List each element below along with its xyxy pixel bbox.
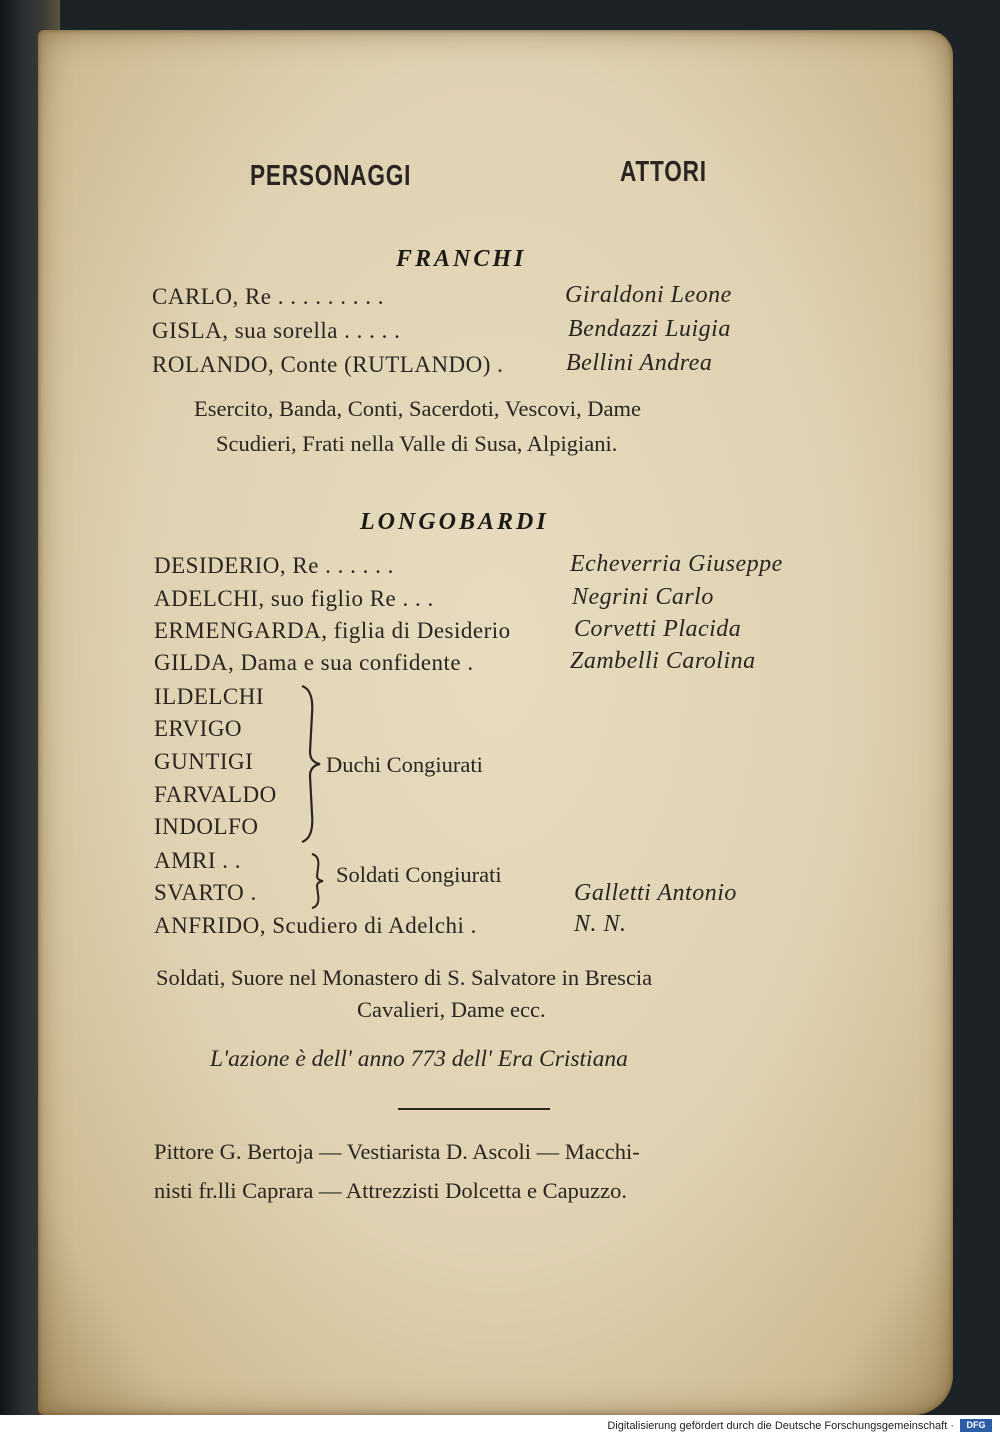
actor-rolando: Bellini Andrea	[566, 350, 713, 376]
role-adelchi: ADELCHI, suo figlio Re . . .	[154, 586, 434, 611]
role-carlo: CARLO, Re . . . . . . . . .	[152, 284, 384, 309]
role-desiderio: DESIDERIO, Re . . . . . .	[154, 553, 394, 578]
role-svarto: SVARTO .	[154, 880, 257, 905]
actor-gilda: Zambelli Carolina	[570, 648, 756, 674]
role-ildelchi: ILDELCHI	[154, 684, 265, 709]
role-gilda: GILDA, Dama e sua confidente .	[154, 650, 474, 675]
role-indolfo: INDOLFO	[154, 814, 259, 839]
footer-bar	[0, 1415, 1000, 1435]
role-rolando: ROLANDO, Conte (RUTLANDO) .	[152, 352, 504, 377]
actor-gisla: Bendazzi Luigia	[568, 316, 731, 342]
credits-line2: nisti fr.lli Caprara — Attrezzisti Dolcetta e Capuzzo.	[154, 1178, 627, 1203]
actor-ermengarda: Corvetti Placida	[574, 616, 742, 642]
duchi-brace	[298, 684, 324, 844]
actor-desiderio: Echeverria Giuseppe	[570, 551, 783, 577]
role-ermengarda: ERMENGARDA, figlia di Desiderio	[154, 618, 511, 643]
role-amri: AMRI . .	[154, 848, 242, 873]
role-anfrido: ANFRIDO, Scudiero di Adelchi .	[154, 913, 477, 938]
setting-line: L'azione è dell' anno 773 dell' Era Cristiana	[210, 1046, 628, 1072]
actor-carlo: Giraldoni Leone	[565, 282, 732, 308]
longobardi-extras-line1: Soldati, Suore nel Monastero di S. Salvatore in Brescia	[156, 965, 653, 990]
section-franchi-heading: FRANCHI	[396, 246, 527, 272]
actor-anfrido: N. N.	[574, 911, 627, 937]
role-farvaldo: FARVALDO	[154, 782, 277, 807]
franchi-extras-line2: Scudieri, Frati nella Valle di Susa, Alpigiani.	[216, 431, 618, 456]
duchi-label: Duchi Congiurati	[326, 752, 483, 777]
franchi-extras-line1: Esercito, Banda, Conti, Sacerdoti, Vescovi, Dame	[194, 396, 641, 421]
role-gisla: GISLA, sua sorella . . . . .	[152, 318, 401, 343]
dfg-logo: DFG	[960, 1419, 992, 1432]
actor-soldati: Galletti Antonio	[574, 880, 737, 906]
longobardi-extras-line2: Cavalieri, Dame ecc.	[357, 997, 546, 1022]
role-guntigi: GUNTIGI	[154, 749, 254, 774]
actor-adelchi: Negrini Carlo	[572, 584, 714, 610]
header-attori: ATTORI	[620, 156, 707, 188]
role-ervigo: ERVIGO	[154, 716, 243, 741]
separator-rule	[398, 1108, 550, 1110]
soldati-label: Soldati Congiurati	[336, 862, 502, 887]
footer-text: Digitalisierung gefördert durch die Deutsche Forschungsgemeinschaft ·	[607, 1420, 954, 1432]
soldati-brace	[308, 852, 326, 910]
header-personaggi: PERSONAGGI	[250, 160, 412, 192]
credits-line1: Pittore G. Bertoja — Vestiarista D. Ascoli — Macchi-	[154, 1139, 640, 1164]
section-longobardi-heading: LONGOBARDI	[360, 509, 549, 535]
